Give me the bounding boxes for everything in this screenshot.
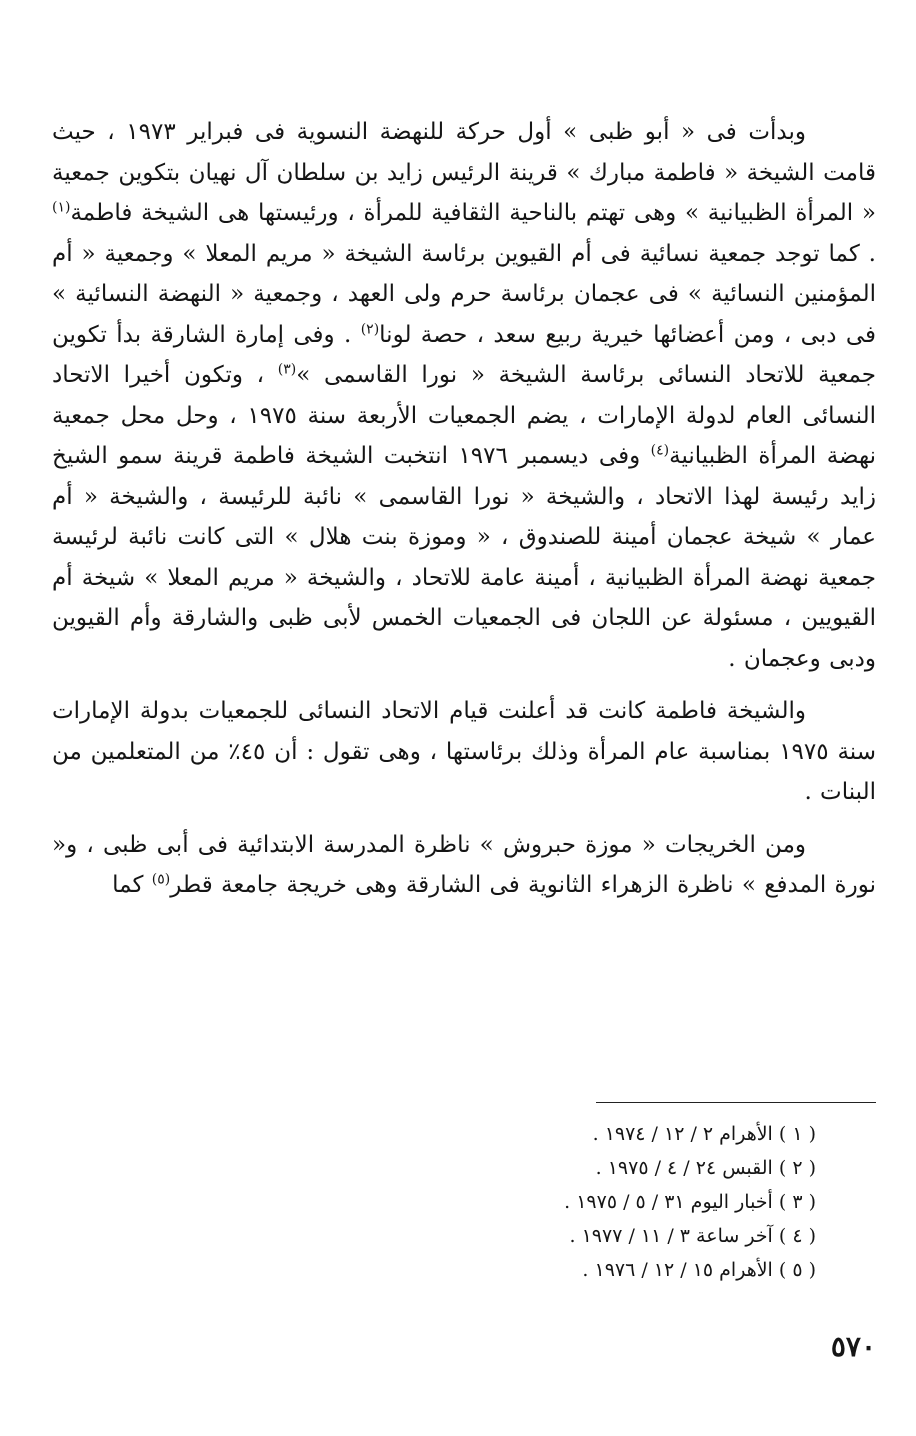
footnote-item: ( ٣ ) أخبار اليوم ٣١ / ٥ / ١٩٧٥ .	[564, 1191, 816, 1213]
body-paragraph	[52, 112, 876, 679]
body-paragraph	[52, 825, 876, 906]
footnote-divider	[596, 1102, 876, 1103]
footnote-reference: (٣)	[277, 361, 297, 378]
footnote-item: ( ٢ ) القبس ٢٤ / ٤ / ١٩٧٥ .	[595, 1157, 816, 1179]
paragraph-text: والشيخة فاطمة كانت قد أعلنت قيام الاتحاد النسائى للجمعيات بدولة الإمارات سنة ١٩٧٥ بمناسبة عام المرأة وذلك برئاستها ، وهى تقول : أن ٤٥٪ من المتعلمين من البنات .	[52, 698, 876, 805]
footnote-reference: (٢)	[360, 320, 380, 337]
footnotes-list	[564, 1117, 816, 1287]
body-paragraph	[52, 691, 876, 813]
paragraph-text: وفى ديسمبر ١٩٧٦ انتخبت الشيخة فاطمة قرينة سمو الشيخ زايد رئيسة لهذا الاتحاد ، والشيخة « نورا القاسمى » نائبة للرئيسة ، والشيخة « أم عمار » شيخة عجمان أمينة للصندوق ، « وموزة بنت هلال » التى كانت نائبة لرئيسة جمعية نهضة المرأة الظبيانية ، أمينة عامة للاتحاد ، والشيخة « مريم المعلا » شيخة أم القيويين ، مسئولة عن اللجان فى الجمعيات الخمس لأبى ظبى والشارقة وأم القيوين ودبى وعجمان .	[52, 443, 876, 672]
paragraph-text: ومن الخريجات « موزة حبروش » ناظرة المدرسة الابتدائية فى أبى ظبى ، و« نورة المدفع » ناظرة الزهراء الثانوية فى الشارقة وهى خريجة جامعة قطر	[52, 831, 876, 898]
paragraph-gap	[52, 679, 876, 691]
paragraph-text: . كما توجد جمعية نسائية فى أم القيوين برئاسة الشيخة « مريم المعلا » وجمعية « أم المؤمنين النسائية » فى عجمان برئاسة حرم ولى العهد ، وجمعية « النهضة النسائية » فى دبى ، ومن أعضائها خيرية ربيع سعد ، حصة لونا	[52, 240, 876, 348]
footnote-reference: (١)	[52, 199, 71, 216]
page-number: ٥٧٠	[830, 1330, 876, 1363]
paragraph-text: . وفى إمارة الشارقة بدأ تكوين جمعية للاتحاد النسائى برئاسة الشيخة « نورا القاسمى »	[52, 321, 876, 388]
paragraph-text: كما	[112, 872, 152, 898]
footnote-reference: (٤)	[650, 442, 670, 459]
footnote-item: ( ٥ ) الأهرام ١٥ / ١٢ / ١٩٧٦ .	[582, 1259, 816, 1281]
body-text	[52, 112, 876, 906]
document-page	[52, 112, 876, 1412]
paragraph-text: ، وتكون أخيرا الاتحاد النسائى العام لدولة الإمارات ، يضم الجمعيات الأربعة سنة ١٩٧٥ ، وحل محل جمعية نهضة المرأة الظبيانية	[52, 362, 877, 469]
footnote-item: ( ٤ ) آخر ساعة ٣ / ١١ / ١٩٧٧ .	[569, 1225, 816, 1247]
paragraph-gap	[52, 813, 876, 825]
paragraph-text: وبدأت فى « أبو ظبى » أول حركة للنهضة النسوية فى فبراير ١٩٧٣ ، حيث قامت الشيخة « فاطمة مبارك » قرينة الرئيس زايد بن سلطان آل نهيان بتكوين جمعية « المرأة الظبيانية » وهى تهتم بالناحية الثقافية للمرأة ، ورئيستها هى الشيخة فاطمة	[52, 119, 876, 226]
footnote-item: ( ١ ) الأهرام ٢ / ١٢ / ١٩٧٤ .	[592, 1123, 816, 1145]
footnote-reference: (٥)	[151, 871, 171, 888]
